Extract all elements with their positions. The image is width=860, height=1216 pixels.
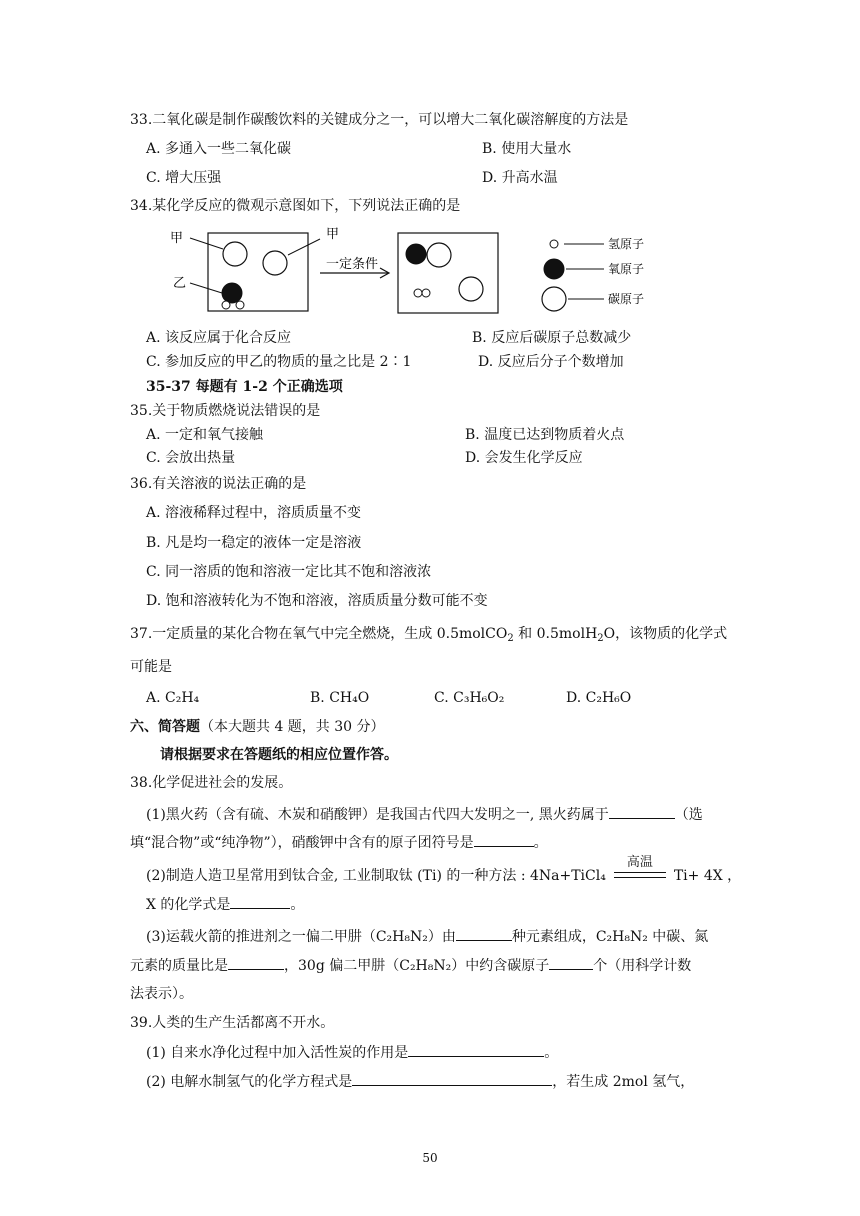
answer-blank[interactable]	[230, 894, 290, 909]
hydrogen-atom	[414, 289, 422, 297]
hydrogen-atom	[222, 301, 230, 309]
legend-oxygen-icon	[544, 259, 564, 279]
q36-option-a: A. 溶液稀释过程中，溶质质量不变	[146, 505, 362, 521]
legend-oxygen-label: 氧原子	[608, 262, 645, 276]
q37-option-b: B. CH₄O	[310, 690, 370, 706]
q35-option-b: B. 温度已达到物质着火点	[465, 427, 625, 443]
q35-option-a: A. 一定和氧气接触	[146, 427, 264, 443]
q34-option-a: A. 该反应属于化合反应	[146, 330, 292, 346]
carbon-atom	[263, 251, 287, 275]
hydrogen-atom	[422, 289, 430, 297]
section6-instruction: 请根据要求在答题纸的相应位置作答。	[160, 747, 398, 763]
label-jia-1: 甲	[170, 230, 184, 245]
q38-part3-line2: 元素的质量比是 ，30g 偏二甲肼（C₂H₈N₂）中约含碳原子 个（用科学计数	[130, 955, 691, 976]
q33-option-a: A. 多通入一些二氧化碳	[146, 141, 292, 157]
label-jia-2: 甲	[326, 226, 340, 241]
high-temp-equals-sign: 高温	[614, 869, 666, 883]
carbon-atom	[427, 243, 451, 267]
legend-carbon-icon	[542, 287, 566, 311]
reactant-box	[208, 233, 308, 311]
q37-option-a: A. C₂H₄	[146, 690, 200, 706]
q38-part3-line3: 法表示）。	[130, 986, 193, 1002]
q37-option-c: C. C₃H₆O₂	[434, 690, 505, 706]
answer-blank[interactable]	[474, 832, 534, 847]
section6-heading	[130, 717, 385, 737]
q39-part1: (1) 自来水净化过程中加入活性炭的作用是 。	[146, 1042, 558, 1063]
q33-stem: 33.二氧化碳是制作碳酸饮料的关键成分之一，可以增大二氧化碳溶解度的方法是	[130, 112, 629, 128]
q33-option-b: B. 使用大量水	[482, 141, 572, 157]
legend-hydrogen-label: 氢原子	[608, 237, 645, 251]
q36-option-d: D. 饱和溶液转化为不饱和溶液，溶质质量分数可能不变	[146, 593, 488, 609]
answer-blank[interactable]	[352, 1071, 552, 1086]
q33-option-c: C. 增大压强	[146, 170, 222, 186]
legend-carbon-label: 碳原子	[608, 292, 645, 306]
q36-stem: 36.有关溶液的说法正确的是	[130, 476, 307, 492]
q35-option-c: C. 会放出热量	[146, 450, 236, 466]
section6-title: 六、简答题	[130, 719, 200, 735]
q39-part2: (2) 电解水制氢气的化学方程式是 ，若生成 2mol 氢气，	[146, 1071, 694, 1092]
q38-part1-line1: (1)黑火药（含有硫、木炭和硝酸钾）是我国古代四大发明之一, 黑火药属于 （选	[146, 804, 703, 825]
answer-blank[interactable]	[228, 955, 284, 970]
q34-option-c: C. 参加反应的甲乙的物质的量之比是 2∶1	[146, 354, 412, 370]
carbon-atom	[459, 277, 483, 301]
hydrogen-atom	[236, 301, 244, 309]
answer-blank[interactable]	[609, 804, 675, 819]
section6-note: （本大题共 4 题，共 30 分）	[200, 719, 385, 735]
q36-option-c: C. 同一溶质的饱和溶液一定比其不饱和溶液浓	[146, 564, 432, 580]
q37-stem-line2: 可能是	[130, 659, 172, 675]
legend-hydrogen-icon	[550, 240, 558, 248]
reaction-diagram	[160, 225, 660, 325]
q37-option-d: D. C₂H₆O	[566, 690, 632, 706]
answer-blank[interactable]	[408, 1042, 544, 1057]
q38-part3-line1: (3)运载火箭的推进剂之一偏二甲肼（C₂H₈N₂）由 种元素组成，C₂H₈N₂ 中碳、氮	[146, 926, 708, 947]
q34-stem: 34.某化学反应的微观示意图如下，下列说法正确的是	[130, 198, 461, 214]
q39-stem: 39.人类的生产生活都离不开水。	[130, 1015, 335, 1031]
q35-option-d: D. 会发生化学反应	[465, 450, 583, 466]
q34-option-b: B. 反应后碳原子总数减少	[472, 330, 632, 346]
answer-blank[interactable]	[456, 926, 512, 941]
carbon-atom	[223, 242, 247, 266]
q38-part1-line2: 填“混合物”或“纯净物”），硝酸钾中含有的原子团符号是 。	[130, 832, 548, 853]
label-yi: 乙	[173, 275, 187, 290]
section-note: 35-37 每题有 1-2 个正确选项	[146, 379, 343, 395]
oxygen-atom	[222, 283, 242, 303]
answer-blank[interactable]	[549, 955, 593, 970]
reaction-condition: 一定条件	[326, 256, 379, 271]
q38-part2-line1: (2)制造人造卫星常用到钛合金, 工业制取钛 (Ti) 的一种方法 : 4Na+TiCl₄ 高温 Ti+ 4X ，	[146, 855, 742, 884]
q37-stem: 37.一定质量的某化合物在氧气中完全燃烧，生成 0.5molCO$_2$ 和 0.5molH$_2$O，该物质的化学式	[130, 626, 728, 644]
q34-option-d: D. 反应后分子个数增加	[478, 354, 624, 370]
oxygen-atom	[406, 244, 426, 264]
q36-option-b: B. 凡是均一稳定的液体一定是溶液	[146, 535, 362, 551]
page-number: 50	[422, 1151, 438, 1165]
q33-option-d: D. 升高水温	[482, 170, 558, 186]
q38-stem: 38.化学促进社会的发展。	[130, 775, 293, 791]
q38-part2-line2: X 的化学式是 。	[146, 894, 304, 915]
q35-stem: 35.关于物质燃烧说法错误的是	[130, 403, 321, 419]
